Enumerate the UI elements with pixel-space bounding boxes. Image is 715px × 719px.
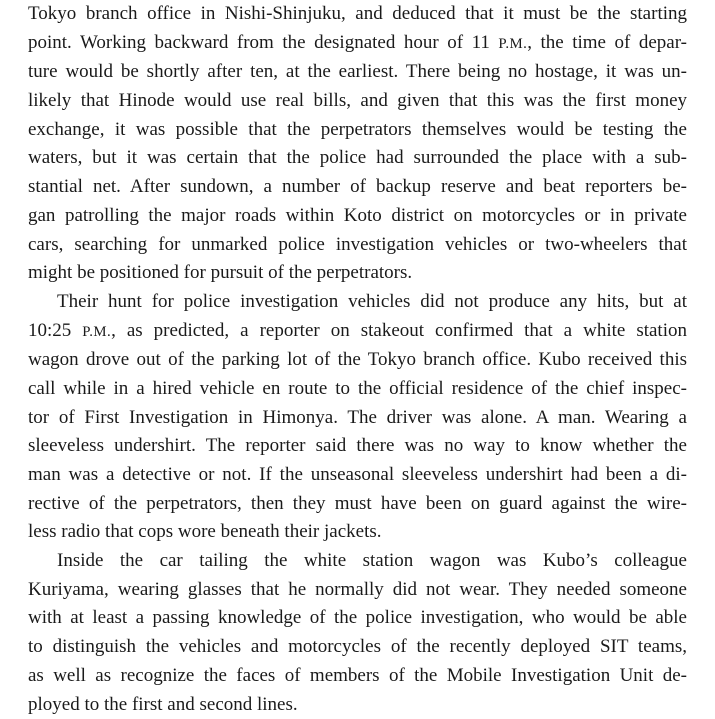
small-caps-pm: P.M. — [82, 324, 111, 340]
paragraph — [28, 0, 687, 288]
text-line: to distinguish the vehicles and motorcycles of the recently deployed SIT teams, — [28, 633, 687, 662]
text-line: cars, searching for unmarked police investigation vehicles or two-wheelers that — [28, 231, 687, 260]
text-line: might be positioned for pursuit of the perpetrators. — [28, 259, 687, 288]
text-line: wagon drove out of the parking lot of the Tokyo branch office. Kubo received this — [28, 346, 687, 375]
paragraph — [28, 288, 687, 547]
text-line: less radio that cops wore beneath their jackets. — [28, 518, 687, 547]
text-line: sleeveless undershirt. The reporter said there was no way to know whether the — [28, 432, 687, 461]
text-line: likely that Hinode would use real bills, and given that this was the first money — [28, 87, 687, 116]
text-line: ture would be shortly after ten, at the earliest. There being no hostage, it was un- — [28, 58, 687, 87]
text-line: exchange, it was possible that the perpetrators themselves would be testing the — [28, 116, 687, 145]
text-line: ployed to the first and second lines. — [28, 691, 687, 719]
text-line: stantial net. After sundown, a number of backup reserve and beat reporters be- — [28, 173, 687, 202]
small-caps-pm: P.M. — [498, 36, 527, 52]
text-line: man was a detective or not. If the unseasonal sleeveless undershirt had been a di- — [28, 461, 687, 490]
text-line: call while in a hired vehicle en route to the official residence of the chief inspec- — [28, 375, 687, 404]
paragraph — [28, 547, 687, 719]
text-line: as well as recognize the faces of members of the Mobile Investigation Unit de- — [28, 662, 687, 691]
text-line: Tokyo branch office in Nishi-Shinjuku, and deduced that it must be the starting — [28, 0, 687, 29]
text-line: gan patrolling the major roads within Koto district on motorcycles or in private — [28, 202, 687, 231]
text-line: Their hunt for police investigation vehicles did not produce any hits, but at — [28, 288, 687, 317]
text-line: Kuriyama, wearing glasses that he normally did not wear. They needed someone — [28, 576, 687, 605]
text-line: Inside the car tailing the white station wagon was Kubo’s colleague — [28, 547, 687, 576]
text-line: tor of First Investigation in Himonya. The driver was alone. A man. Wearing a — [28, 404, 687, 433]
text-line: waters, but it was certain that the police had surrounded the place with a sub- — [28, 144, 687, 173]
text-line: 10:25 P.M., as predicted, a reporter on stakeout confirmed that a white station — [28, 317, 687, 347]
text-line: with at least a passing knowledge of the police investigation, who would be able — [28, 604, 687, 633]
text-line: point. Working backward from the designated hour of 11 P.M., the time of depar- — [28, 29, 687, 59]
text-line: rective of the perpetrators, then they must have been on guard against the wire- — [28, 490, 687, 519]
